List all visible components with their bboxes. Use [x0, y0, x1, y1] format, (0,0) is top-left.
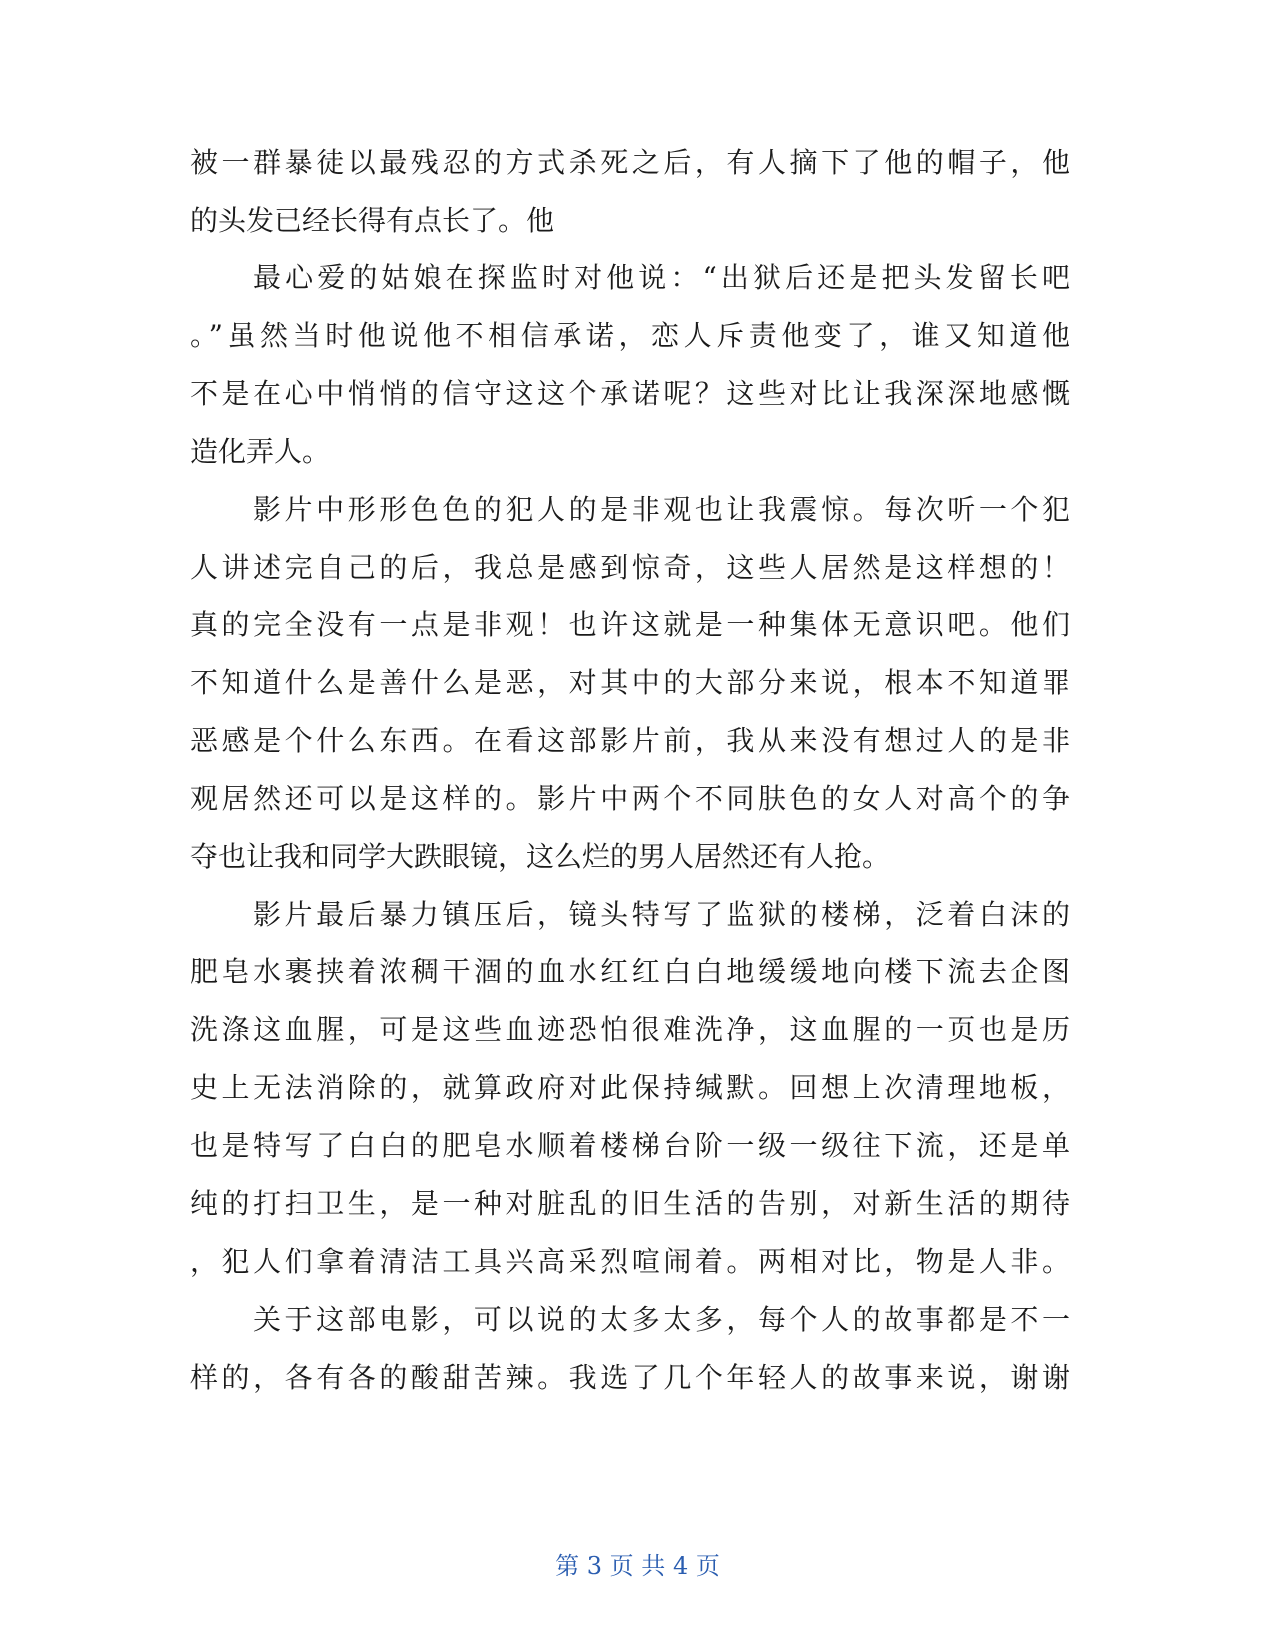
text-line: 关于这部电影，可以说的太多太多，每个人的故事都是不一 — [253, 1303, 1070, 1336]
text-line: 被一群暴徒以最残忍的方式杀死之后，有人摘下了他的帽子，他 — [190, 146, 1070, 179]
text-line: 不是在心中悄悄的信守这这个承诺呢？这些对比让我深深地感慨 — [190, 377, 1070, 410]
text-line: 的头发已经长得有点长了。他 — [190, 204, 555, 237]
text-line: 真的完全没有一点是非观！也许这就是一种集体无意识吧。他们 — [190, 608, 1070, 641]
text-line: 影片最后暴力镇压后，镜头特写了监狱的楼梯，泛着白沫的 — [253, 898, 1070, 931]
text-line: 洗涤这血腥，可是这些血迹恐怕很难洗净，这血腥的一页也是历 — [190, 1013, 1070, 1046]
text-line: 最心爱的姑娘在探监时对他说：“出狱后还是把头发留长吧 — [253, 261, 1070, 294]
text-line: 影片中形形色色的犯人的是非观也让我震惊。每次听一个犯 — [253, 493, 1070, 526]
text-line: 不知道什么是善什么是恶，对其中的大部分来说，根本不知道罪 — [190, 666, 1070, 699]
text-line: 。”虽然当时他说他不相信承诺，恋人斥责他变了，谁又知道他 — [190, 319, 1070, 352]
text-line: 恶感是个什么东西。在看这部影片前，我从来没有想过人的是非 — [190, 724, 1070, 757]
text-line: 肥皂水裹挟着浓稠干涸的血水红红白白地缓缓地向楼下流去企图 — [190, 955, 1070, 988]
text-line: 史上无法消除的，就算政府对此保持缄默。回想上次清理地板， — [190, 1071, 1070, 1104]
text-line: 也是特写了白白的肥皂水顺着楼梯台阶一级一级往下流，还是单 — [190, 1129, 1070, 1162]
text-line: ，犯人们拿着清洁工具兴高采烈喧闹着。两相对比，物是人非。 — [190, 1245, 1070, 1278]
text-line: 样的，各有各的酸甜苦辣。我选了几个年轻人的故事来说，谢谢 — [190, 1361, 1070, 1394]
page-number-footer: 第 3 页 共 4 页 — [555, 1552, 720, 1580]
text-line: 人讲述完自己的后，我总是感到惊奇，这些人居然是这样想的！ — [190, 551, 1070, 584]
text-line: 夺也让我和同学大跌眼镜，这么烂的男人居然还有人抢。 — [190, 840, 891, 873]
text-line: 纯的打扫卫生，是一种对脏乱的旧生活的告别，对新生活的期待 — [190, 1187, 1070, 1220]
text-line: 造化弄人。 — [190, 435, 331, 468]
text-line: 观居然还可以是这样的。影片中两个不同肤色的女人对高个的争 — [190, 782, 1070, 815]
